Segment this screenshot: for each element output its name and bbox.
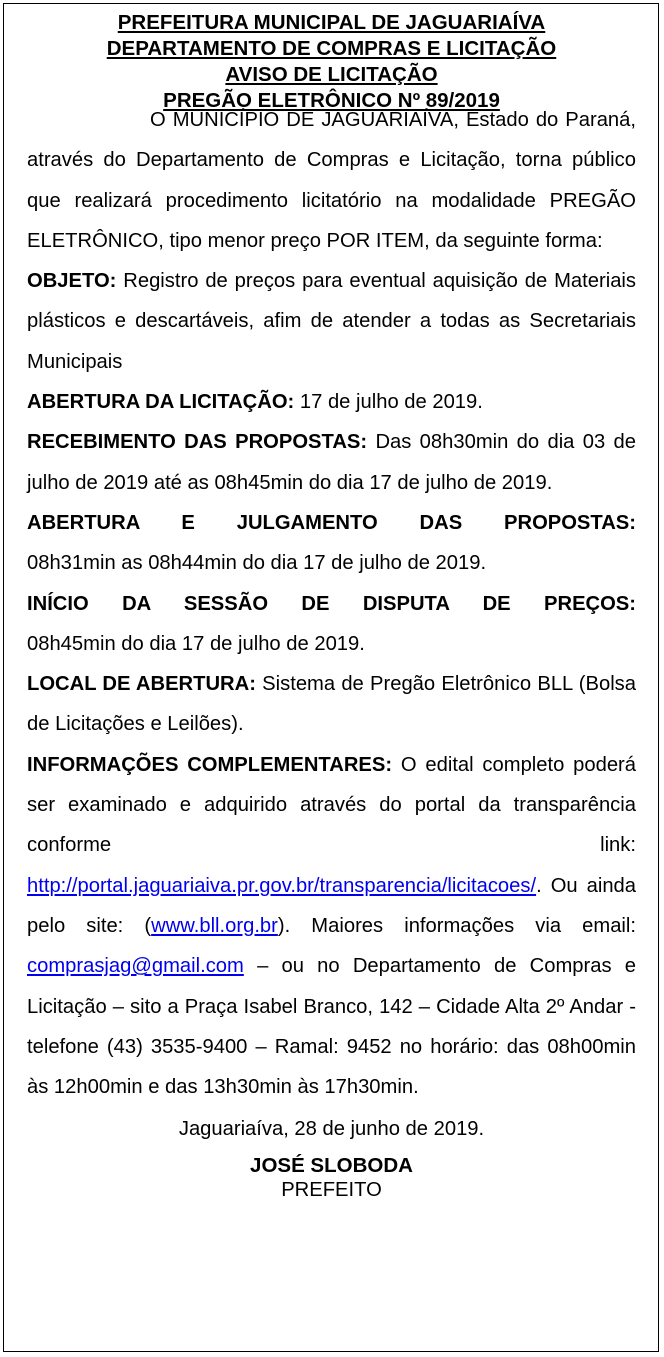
disputa-paragraph	[27, 584, 636, 665]
julgamento-label: ABERTURA E JULGAMENTO DAS PROPOSTAS:	[27, 511, 636, 534]
local-paragraph	[27, 664, 636, 745]
signatory-name: JOSÉ SLOBODA	[250, 1154, 413, 1178]
recebimento-text: Das 08h30min do dia 03 de julho de 2019 até as 08h45min do dia 17 de julho de 2019.	[27, 431, 637, 494]
disputa-label: INÍCIO DA SESSÃO DE DISPUTA DE PREÇOS:	[27, 592, 636, 615]
abertura-label: ABERTURA DA LICITAÇÃO:	[27, 391, 295, 414]
header-notice-title: AVISO DE LICITAÇÃO	[225, 63, 438, 86]
info-text: O edital completo poderá ser examinado e adquirido através do portal da transparência conforme link:	[27, 753, 636, 857]
header-auction-number: PREGÃO ELETRÔNICO Nº 89/2019	[163, 89, 500, 112]
info-paragraph	[27, 745, 636, 1108]
intro-text: O MUNICÍPIO DE JAGUARIAÍVA, Estado do Paraná, através do Departamento de Compras e Licitação, torna público que realizará procedimento licitatório na modalidade PREGÃO ELETRÔNICO, tipo menor preço POR ITEM, da seguinte forma:	[27, 109, 636, 252]
local-text: Sistema de Pregão Eletrônico BLL (Bolsa de Licitações e Leilões).	[27, 673, 636, 736]
signatory-title: PREFEITO	[281, 1179, 382, 1202]
local-label: LOCAL DE ABERTURA:	[27, 673, 256, 696]
header-municipality: PREFEITURA MUNICIPAL DE JAGUARIAÍVA	[117, 11, 546, 34]
site-text-after: ). Maiores informações via email:	[277, 914, 636, 937]
julgamento-text: 08h31min as 08h44min do dia 17 de julho de 2019.	[27, 552, 487, 575]
objeto-label: OBJETO:	[27, 270, 117, 293]
recebimento-paragraph	[27, 422, 636, 503]
header-department: DEPARTAMENTO DE COMPRAS E LICITAÇÃO	[106, 37, 557, 60]
objeto-text: Registro de preços para eventual aquisição de Materiais plásticos e descartáveis, afim de atender a todas as Secretariais Municipais	[27, 270, 637, 373]
portal-link-period: .	[536, 874, 542, 897]
disputa-text: 08h45min do dia 17 de julho de 2019.	[27, 632, 365, 655]
intro-paragraph	[27, 100, 636, 261]
info-label: INFORMAÇÕES COMPLEMENTARES:	[27, 753, 393, 776]
signature-block	[27, 1153, 636, 1203]
abertura-text: 17 de julho de 2019.	[299, 391, 483, 414]
place-date: Jaguariaíva, 28 de junho de 2019.	[178, 1118, 485, 1141]
site-text-before: Ou ainda pelo site: (	[27, 874, 637, 937]
julgamento-paragraph	[27, 503, 636, 584]
bll-site-link[interactable]: www.bll.org.br	[151, 914, 278, 937]
objeto-paragraph	[27, 261, 636, 382]
contact-text: – ou no Departamento de Compras e Licitação – sito a Praça Isabel Branco, 142 – Cidade Alta 2º Andar - telefone (43) 3535-9400 – Ramal: 9452 no horário: das 08h00min às 12h00min e das 13h30min às 17h30min.	[27, 955, 636, 1099]
abertura-paragraph	[27, 382, 636, 422]
portal-link[interactable]: http://portal.jaguariaiva.pr.gov.br/transparencia/licitacoes/	[27, 874, 537, 897]
email-link[interactable]: comprasjag@gmail.com	[27, 955, 244, 978]
notice-document	[27, 10, 636, 1203]
recebimento-label: RECEBIMENTO DAS PROPOSTAS:	[27, 431, 368, 454]
